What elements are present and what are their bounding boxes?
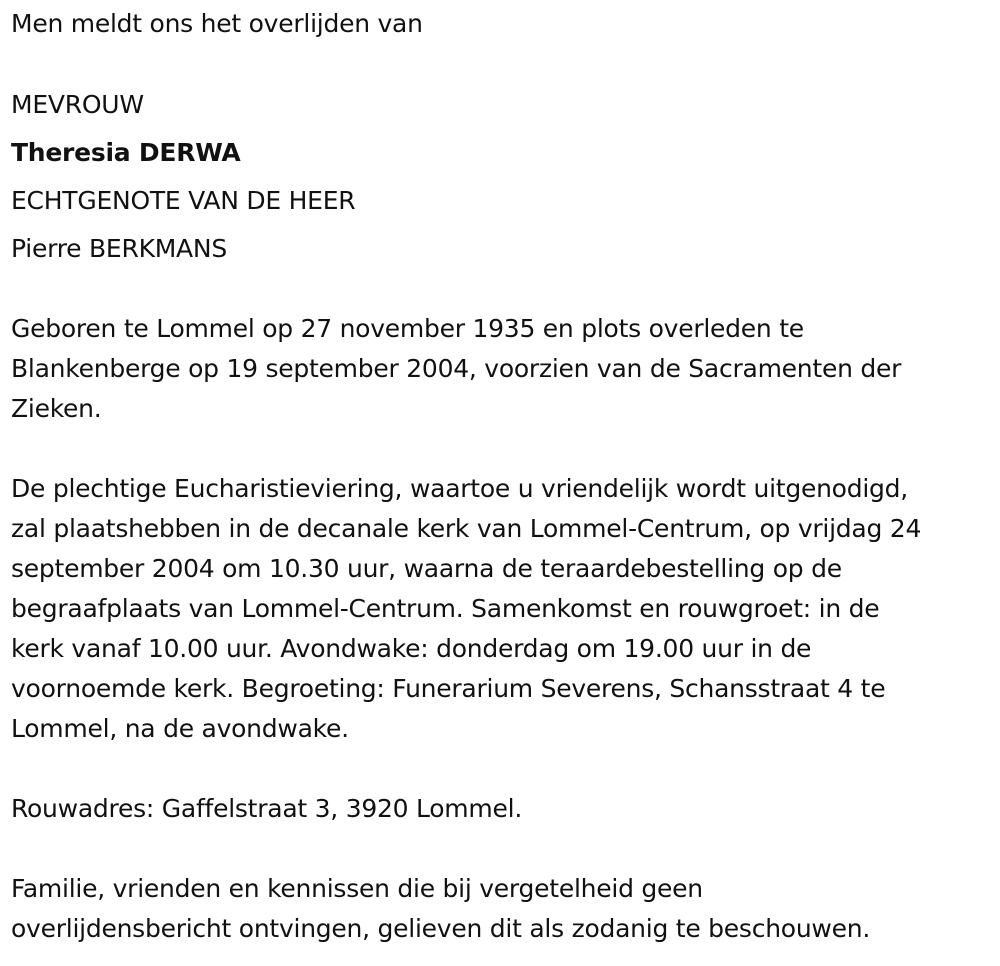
relation-text: ECHTGENOTE VAN DE HEER [11,186,356,215]
deceased-name: Theresia DERWA [11,138,241,167]
title-text: MEVROUW [11,90,144,119]
paragraph-line: Familie, vrienden en kennissen die bij vergetelheid geen [11,874,703,903]
mourning-address: Rouwadres: Gaffelstraat 3, 3920 Lommel. [11,794,523,823]
birth-death-paragraph [11,309,986,429]
paragraph-line: Blankenberge op 19 september 2004, voorzien van de Sacramenten der [11,354,902,383]
paragraph-line: kerk vanaf 10.00 uur. Avondwake: donderdag om 19.00 uur in de [11,634,812,663]
paragraph-line: overlijdensbericht ontvingen, gelieven dit als zodanig te beschouwen. [11,914,871,943]
intro-text: Men meldt ons het overlijden van [11,9,423,38]
paragraph-line: zal plaatshebben in de decanale kerk van Lommel-Centrum, op vrijdag 24 [11,514,922,543]
paragraph-line: Zieken. [11,394,102,423]
paragraph-line: begraafplaats van Lommel-Centrum. Samenkomst en rouwgroet: in de [11,594,880,623]
ceremony-paragraph [11,469,986,749]
paragraph-line: Lommel, na de avondwake. [11,714,349,743]
spouse-name: Pierre BERKMANS [11,234,227,263]
paragraph-line: september 2004 om 10.30 uur, waarna de teraardebestelling op de [11,554,842,583]
paragraph-line: voornoemde kerk. Begroeting: Funerarium Severens, Schansstraat 4 te [11,674,886,703]
paragraph-line: De plechtige Eucharistieviering, waartoe u vriendelijk wordt uitgenodigd, [11,474,908,503]
paragraph-line: Geboren te Lommel op 27 november 1935 en plots overleden te [11,314,804,343]
closing-paragraph [11,869,986,949]
